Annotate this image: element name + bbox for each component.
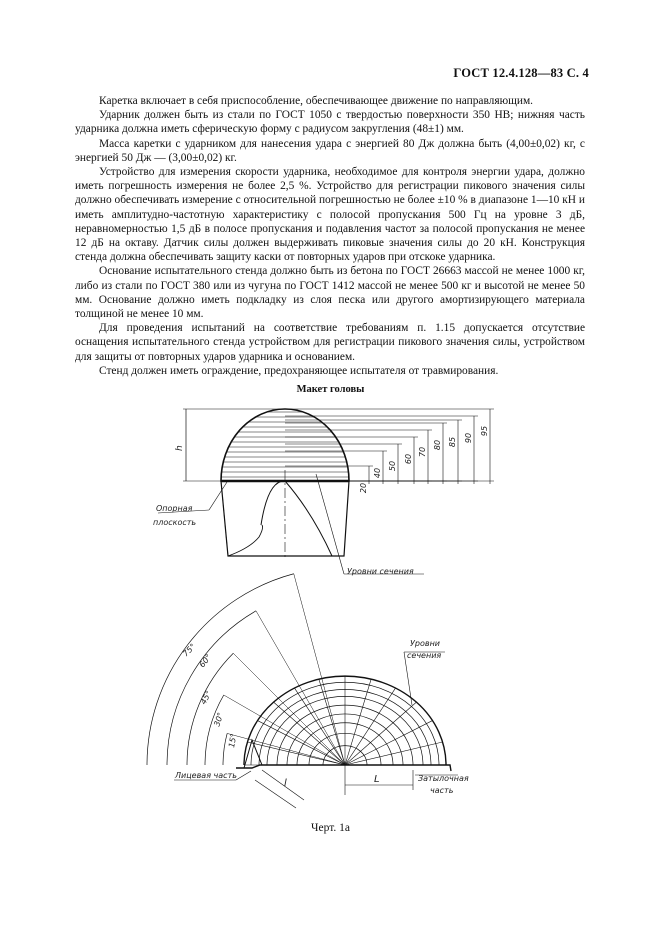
top-section-label-2: сечения xyxy=(407,651,442,660)
radial-line xyxy=(345,702,416,765)
radial-line xyxy=(258,721,345,765)
angle-ray xyxy=(294,574,345,765)
l-label: l xyxy=(284,778,287,789)
level-label: 80 xyxy=(433,439,442,451)
angle-ray xyxy=(256,611,345,765)
center-axis-left xyxy=(221,481,228,556)
dome-hatch xyxy=(221,412,349,477)
level-label: 70 xyxy=(418,446,427,458)
level-labels xyxy=(359,426,489,493)
figure-title: Макет головы xyxy=(296,384,365,395)
level-label: 20 xyxy=(359,482,368,494)
angle-labels xyxy=(181,642,238,748)
paragraph: Стенд должен иметь ограждение, предохраняющее испытателя от травмирования. xyxy=(99,364,499,377)
paragraph: Для проведения испытаний на соответствие требованиям п. 1.15 допускается отсутствие оснащения испытательного стенда устройством для регистрации пикового значения силы, устройством для защиты от повторных ударов ударника и основанием. xyxy=(75,322,585,363)
angle-label: 60° xyxy=(197,652,214,670)
angle-arc xyxy=(167,611,256,765)
angle-arc xyxy=(205,695,224,765)
figure-caption: Черт. 1а xyxy=(311,822,350,834)
level-label: 90 xyxy=(464,432,473,444)
section-leader xyxy=(316,474,344,574)
radial-line xyxy=(247,742,345,765)
level-label: 50 xyxy=(388,460,397,472)
level-label: 40 xyxy=(373,467,382,479)
back-part-label-2: часть xyxy=(430,786,454,795)
angle-label: 30° xyxy=(212,711,226,728)
page-header: ГОСТ 12.4.128—83 С. 4 xyxy=(453,66,589,80)
angle-label: 15° xyxy=(227,732,239,749)
support-plane-label-1: Опорная xyxy=(156,504,193,513)
level-label: 60 xyxy=(404,453,413,465)
angle-dimensions xyxy=(147,574,345,765)
angle-arc xyxy=(223,733,227,765)
top-view-section xyxy=(244,676,446,768)
L-label: L xyxy=(374,774,380,785)
radial-line xyxy=(345,742,443,765)
level-label: 85 xyxy=(448,436,457,448)
top-section-label-1: Уровни xyxy=(410,639,440,648)
l-dimension xyxy=(262,770,304,800)
angle-label: 75° xyxy=(181,642,198,659)
paragraph: Ударник должен быть из стали по ГОСТ 1050 с твердостью поверхности 350 НВ; нижняя часть ударника должна иметь сферическую форму с радиусом закругления (48±1) мм. xyxy=(75,109,585,136)
face-part-label: Лицевая часть xyxy=(175,771,237,780)
neck-curve-left xyxy=(228,525,263,556)
angle-label: 45° xyxy=(198,689,214,706)
radial-line xyxy=(345,721,432,765)
paragraph: Устройство для измерения скорости ударника, необходимое для контроля энергии удара, должно иметь погрешность измерения не более 2,5 %. Устройство для регистрации пикового значения силы должно обеспечивать измерение с относительной погрешностью не более ±10 % в диапазоне 1—10 кН и иметь амплитудно-частотную характеристику с полосой пропускания 500 Гц на уровне 3 дБ, неравномерностью 1,5 дБ в полосе пропускания и подавления частот за полосой пропускания не менее 12 дБ на октаву. Датчик силы должен выдерживать пиковые значения силы до 20 кН. Конструкция стенда должна обеспечивать защиту каски от повторных ударов при отскоке ударника. xyxy=(75,166,585,264)
paragraph: Масса каретки с ударником для нанесения удара с энергией 80 Дж должна быть (4,00±0,02) кг, с энергией 50 Дж — (3,00±0,02) кг. xyxy=(75,137,585,164)
height-label: h xyxy=(175,445,185,451)
angle-arc xyxy=(187,653,233,765)
level-dimensions xyxy=(285,409,494,484)
base-line xyxy=(236,765,451,771)
support-plane-label-2: плоскость xyxy=(153,518,197,527)
level-label: 95 xyxy=(480,425,489,437)
section-levels-label: Уровни сечения xyxy=(347,567,414,576)
back-part-label-1: Затылочная xyxy=(418,774,469,783)
paragraph: Каретка включает в себя приспособление, обеспечивающее движение по направляющим. xyxy=(99,95,534,107)
support-leader xyxy=(209,482,227,510)
paragraph: Основание испытательного стенда должно быть из бетона по ГОСТ 26663 массой не менее 1000 кг, либо из стали по ГОСТ 380 или из чугуна по ГОСТ 1412 массой не менее 500 кг и высотой не менее 50 мм. Основание должно иметь подкладку из слоя песка или другого амортизирующего материала толщиной не менее 10 мм. xyxy=(75,265,585,321)
radial-line xyxy=(345,679,371,765)
